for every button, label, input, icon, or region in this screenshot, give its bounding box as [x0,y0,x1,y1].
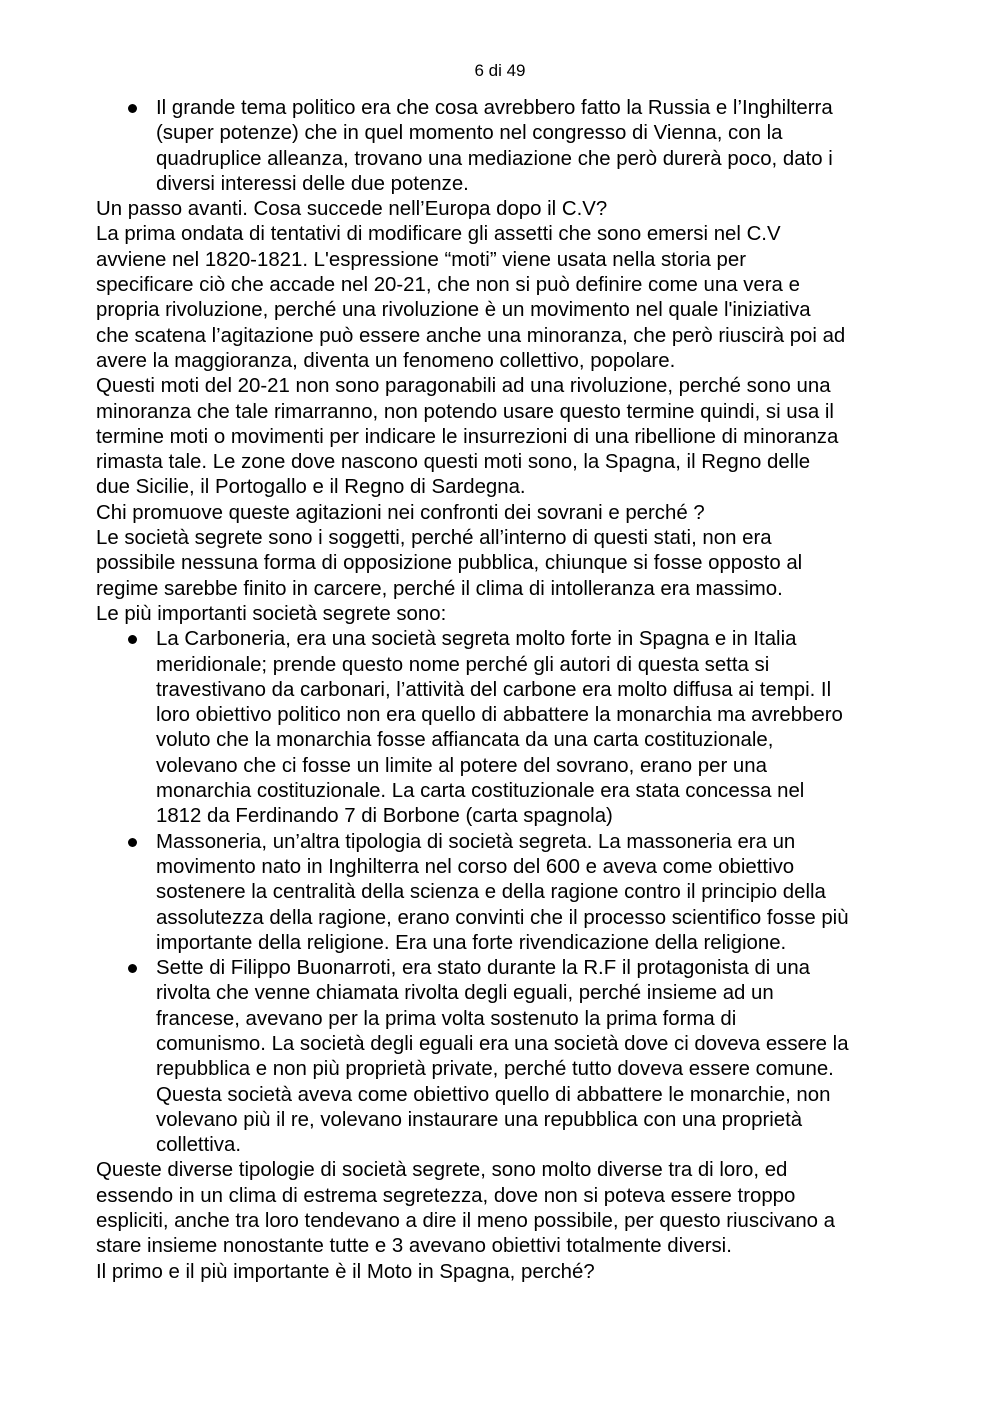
text-line: minoranza che tale rimarranno, non potendo usare questo termine quindi, si usa il [96,400,834,423]
text-line: La prima ondata di tentativi di modificare gli assetti che sono emersi nel C.V [96,223,781,246]
text-line: Il grande tema politico era che cosa avrebbero fatto la Russia e l’Inghilterra [156,97,833,119]
text-line: sostenere la centralità della scienza e della ragione contro il principio della [156,881,826,904]
bullet-item-buonarroti [96,956,916,1158]
bullet-item-massoneria [96,830,916,956]
text-line: espliciti, anche tra loro tendevano a dire il meno possibile, per questo riuscivano a [96,1210,836,1233]
text-line: francese, avevano per la prima volta sostenuto la prima forma di [156,1007,737,1030]
text-line: specificare ciò che accade nel 20-21, che non si può definire come una vera e [96,274,800,297]
text-line: Sette di Filippo Buonarroti, era stato durante la R.F il protagonista di una [156,957,811,980]
text-line: Chi promuove queste agitazioni nei confronti dei sovrani e perché ? [96,501,705,524]
text-line: Le più importanti società segrete sono: [96,602,447,625]
text-line: diversi interessi delle due potenze. [156,172,469,195]
page-number: 6 di 49 [474,61,526,80]
text-line: travestivano da carbonari, l’attività del carbone era molto diffusa ai tempi. Il [156,678,832,701]
text-line: volevano più il re, volevano instaurare una repubblica con una proprietà [156,1108,803,1131]
text-line: Questi moti del 20-21 non sono paragonabili ad una rivoluzione, perché sono una [96,375,831,398]
text-line: due Sicilie, il Portogallo e il Regno di Sardegna. [96,476,526,499]
text-line: Le società segrete sono i soggetti, perché all’interno di questi stati, non era [96,527,772,550]
text-line: voluto che la monarchia fosse affiancata da una carta costituzionale, [156,729,774,752]
text-line: monarchia costituzionale. La carta costituzionale era stata concessa nel [156,780,805,803]
bullet-dot-icon [128,964,137,973]
text-line: possibile nessuna forma di opposizione pubblica, chiunque si fosse opposto al [96,552,803,575]
text-line: (super potenze) che in quel momento nel congresso di Vienna, con la [156,122,783,145]
text-line: che scatena l’agitazione può essere anche una minoranza, che però riuscirà poi ad [96,324,846,347]
text-line: avere la maggioranza, diventa un fenomeno collettivo, popolare. [96,349,676,372]
text-line: propria rivoluzione, perché una rivoluzione è un movimento nel quale l'iniziativa [96,299,811,322]
bullet-item-superpowers [96,96,916,197]
paragraph-conclusion [96,1158,916,1284]
paragraph-moti [96,197,916,627]
text-line: collettiva. [156,1134,241,1157]
text-line: Queste diverse tipologie di società segrete, sono molto diverse tra di loro, ed [96,1159,788,1182]
text-line: quadruplice alleanza, trovano una mediazione che però durerà poco, dato i [156,147,833,170]
text-line: La Carboneria, era una società segreta molto forte in Spagna e in Italia [156,628,797,651]
text-line: Il primo e il più importante è il Moto in Spagna, perché? [96,1260,595,1283]
text-line: repubblica e non più proprietà private, perché tutto doveva essere comune. [156,1058,834,1081]
text-line: assolutezza della ragione, erano convinti che il processo scientifico fosse più [156,906,849,929]
text-line: termine moti o movimenti per indicare le insurrezioni di una ribellione di minoranza [96,425,839,448]
text-line: Massoneria, un’altra tipologia di società segreta. La massoneria era un [156,830,796,853]
text-line: avviene nel 1820-1821. L'espressione “moti” viene usata nella storia per [96,248,746,271]
intro-bullet-list [96,96,916,197]
bullet-dot-icon [128,838,137,847]
text-line: stare insieme nonostante tutte e 3 avevano obiettivi totalmente diversi. [96,1235,732,1258]
text-line: rivolta che venne chiamata rivolta degli eguali, perché insieme ad un [156,982,774,1005]
text-line: Un passo avanti. Cosa succede nell’Europa dopo il C.V? [96,198,608,221]
text-line: regime sarebbe finito in carcere, perché il clima di intolleranza era massimo. [96,577,783,600]
bullet-item-carboneria [96,627,916,829]
text-line: 1812 da Ferdinando 7 di Borbone (carta spagnola) [156,805,613,828]
document-body [96,96,916,1285]
text-line: movimento nato in Inghilterra nel corso del 600 e aveva come obiettivo [156,855,795,878]
text-line: comunismo. La società degli eguali era una società dove ci doveva essere la [156,1032,849,1055]
bullet-dot-icon [128,104,137,113]
secret-societies-list [96,627,916,1158]
text-line: Questa società aveva come obiettivo quello di abbattere le monarchie, non [156,1083,831,1106]
text-line: meridionale; prende questo nome perché gli autori di questa setta si [156,653,770,676]
text-line: loro obiettivo politico non era quello di abbattere la monarchia ma avrebbero [156,704,843,727]
text-line: importante della religione. Era una forte rivendicazione della religione. [156,931,787,954]
text-line: essendo in un clima di estrema segretezza, dove non si poteva essere troppo [96,1184,796,1207]
bullet-dot-icon [128,635,137,644]
text-line: rimasta tale. Le zone dove nascono questi moti sono, la Spagna, il Regno delle [96,451,811,474]
text-line: volevano che ci fosse un limite al potere del sovrano, erano per una [156,754,767,777]
